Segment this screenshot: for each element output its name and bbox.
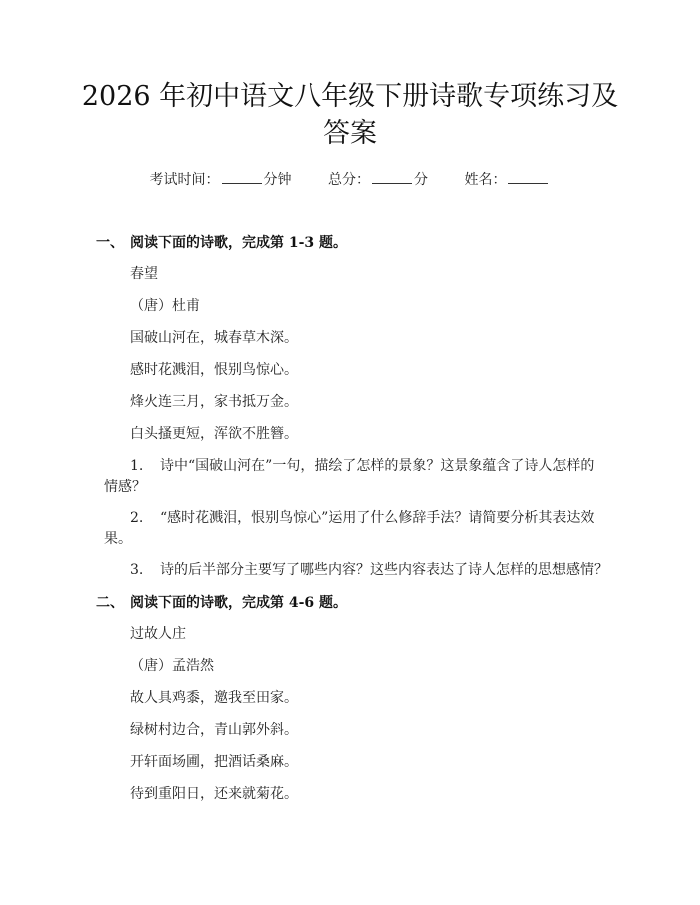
poem-1-line: 国破山河在，城春草木深。 [130,330,298,346]
section-1-heading: 一、 阅读下面的诗歌，完成第 1-3 题。 [96,235,348,251]
question-2: 2. “感时花溅泪，恨别鸟惊心”运用了什么修辞手法？请简要分析其表达效 [130,510,595,526]
poem-1-title: 春望 [130,266,158,282]
name-blank [508,171,548,184]
poem-2-line: 绿树村边合，青山郭外斜。 [130,722,298,738]
question-1-continued: 情感？ [104,479,146,495]
poem-2-author: （唐）孟浩然 [130,658,214,674]
poem-1-line: 白头搔更短，浑欲不胜簪。 [130,426,298,442]
question-3: 3. 诗的后半部分主要写了哪些内容？这些内容表达了诗人怎样的思想感情？ [130,562,608,578]
poem-1-line: 感时花溅泪，恨别鸟惊心。 [130,362,298,378]
exam-info [0,169,700,189]
question-1: 1. 诗中“国破山河在”一句，描绘了怎样的景象？这景象蕴含了诗人怎样的 [130,458,595,474]
poem-2-line: 待到重阳日，还来就菊花。 [130,786,298,802]
poem-1-author: （唐）杜甫 [130,298,200,314]
exam-score: 总分： 分 [328,172,428,188]
exam-time: 考试时间： 分钟 [149,172,292,188]
poem-1-line: 烽火连三月，家书抵万金。 [130,394,298,410]
exam-name: 姓名： [464,172,550,188]
document-title [60,78,640,152]
poem-2-line: 故人具鸡黍，邀我至田家。 [130,690,298,706]
time-blank [222,171,262,184]
title-line-1: 2026 年初中语文八年级下册诗歌专项练习及 [81,81,619,112]
poem-2-title: 过故人庄 [130,626,186,642]
title-line-2: 答案 [323,118,377,149]
section-2-heading: 二、 阅读下面的诗歌，完成第 4-6 题。 [96,595,348,611]
poem-2-line: 开轩面场圃，把酒话桑麻。 [130,754,298,770]
score-blank [372,171,412,184]
question-2-continued: 果。 [104,531,132,547]
